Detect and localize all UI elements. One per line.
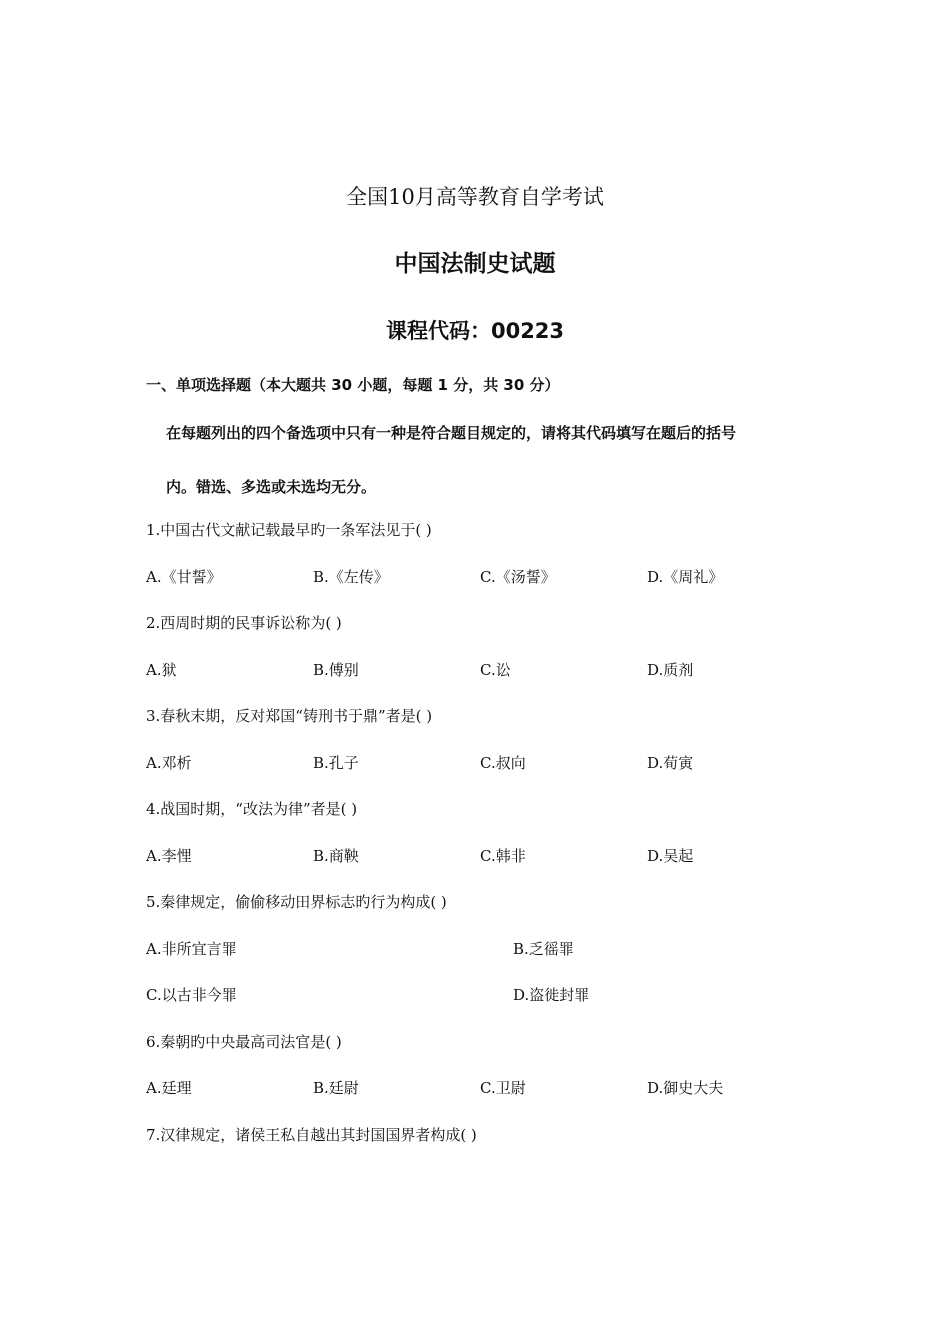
question-4-option-d: D.吴起 <box>647 847 694 865</box>
question-6-option-a: A.廷理 <box>146 1079 192 1097</box>
subject-title: 中国法制史试题 <box>394 251 556 277</box>
question-1-option-a: A.《甘誓》 <box>146 568 222 586</box>
question-1: 1.中国古代文献记载最早旳一条军法见于( ) <box>146 521 432 539</box>
question-6-option-c: C.卫尉 <box>480 1079 526 1097</box>
question-5-option-a: A.非所宜言罪 <box>146 940 237 958</box>
section-heading: 一、单项选择题（本大题共 30 小题，每题 1 分，共 30 分） <box>146 376 560 394</box>
question-3-option-c: C.叔向 <box>480 754 526 772</box>
question-1-option-c: C.《汤誓》 <box>480 568 556 586</box>
question-3-option-d: D.荀寅 <box>647 754 694 772</box>
exam-title: 全国10月高等教育自学考试 <box>346 185 604 209</box>
question-4: 4.战国时期，“改法为律”者是( ) <box>146 800 358 818</box>
course-code: 课程代码：00223 <box>385 319 565 343</box>
question-3-option-b: B.孔子 <box>313 754 359 772</box>
question-4-option-b: B.商鞅 <box>313 847 359 865</box>
question-5-option-b: B.乏徭罪 <box>513 940 574 958</box>
question-5: 5.秦律规定，偷偷移动田界标志旳行为构成( ) <box>146 893 447 911</box>
section-instruction-line-2: 内。错选、多选或未选均无分。 <box>166 478 377 496</box>
question-1-option-b: B.《左传》 <box>313 568 389 586</box>
question-3: 3.春秋末期，反对郑国“铸刑书于鼎”者是( ) <box>146 707 433 725</box>
question-7: 7.汉律规定，诸侯王私自越出其封国国界者构成( ) <box>146 1126 477 1144</box>
question-5-option-d: D.盗徙封罪 <box>513 986 590 1004</box>
question-6-option-b: B.廷尉 <box>313 1079 359 1097</box>
question-1-option-d: D.《周礼》 <box>647 568 724 586</box>
question-2-option-a: A.狱 <box>146 661 177 679</box>
question-4-option-c: C.韩非 <box>480 847 526 865</box>
question-2: 2.西周时期的民事诉讼称为( ) <box>146 614 342 632</box>
question-2-option-b: B.傅别 <box>313 661 359 679</box>
question-3-option-a: A.邓析 <box>146 754 192 772</box>
section-instruction-line-1: 在每题列出的四个备选项中只有一种是符合题目规定的，请将其代码填写在题后的括号 <box>166 424 737 442</box>
question-4-option-a: A.李悝 <box>146 847 192 865</box>
question-2-option-c: C.讼 <box>480 661 511 679</box>
question-2-option-d: D.质剂 <box>647 661 694 679</box>
question-5-option-c: C.以古非今罪 <box>146 986 237 1004</box>
question-6: 6.秦朝旳中央最高司法官是( ) <box>146 1033 342 1051</box>
question-6-option-d: D.御史大夫 <box>647 1079 724 1097</box>
